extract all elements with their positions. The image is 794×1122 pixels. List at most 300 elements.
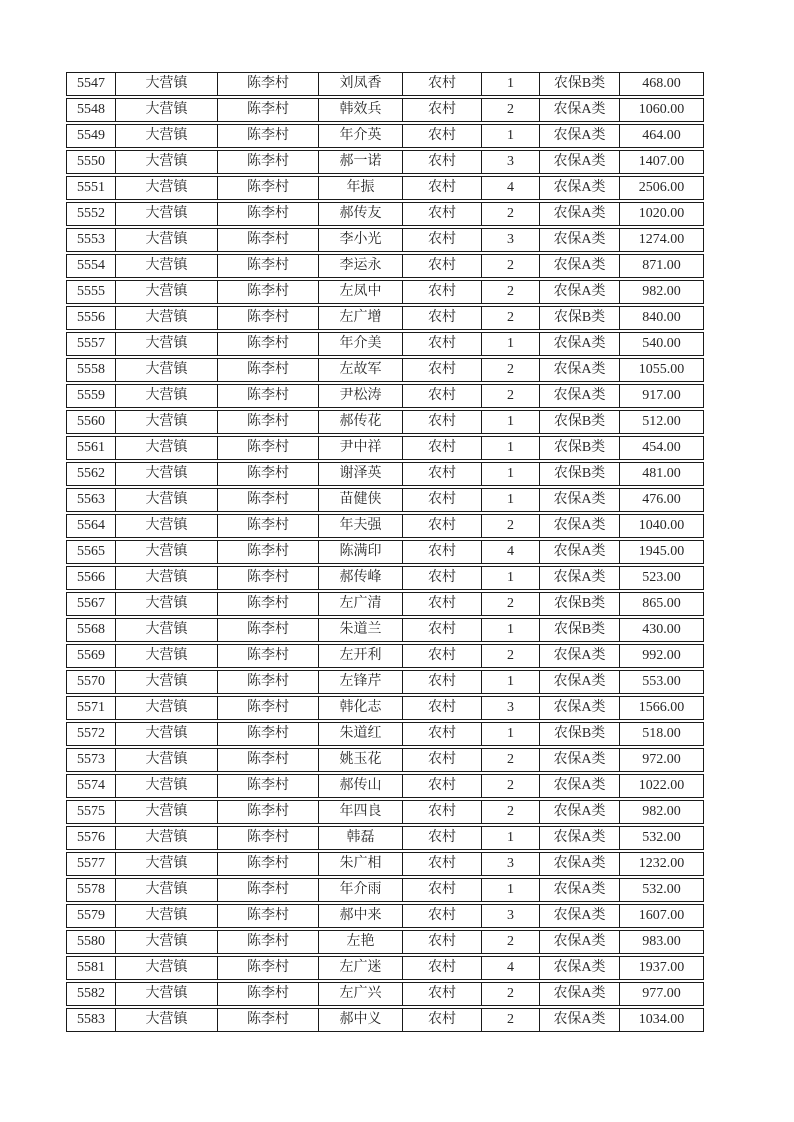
cell-serial-number: 5578 [66, 878, 116, 902]
table-row [66, 358, 704, 382]
cell-serial-number: 5575 [66, 800, 116, 824]
cell-insurance-class: 农保A类 [540, 540, 620, 564]
cell-insurance-class: 农保A类 [540, 150, 620, 174]
cell-person-count: 1 [482, 124, 540, 148]
cell-person-name: 韩磊 [319, 826, 403, 850]
cell-town: 大营镇 [116, 540, 218, 564]
cell-person-name: 郝中来 [319, 904, 403, 928]
cell-village: 陈李村 [218, 618, 319, 642]
cell-amount: 540.00 [620, 332, 704, 356]
cell-serial-number: 5557 [66, 332, 116, 356]
cell-town: 大营镇 [116, 228, 218, 252]
cell-serial-number: 5553 [66, 228, 116, 252]
cell-village: 陈李村 [218, 280, 319, 304]
cell-household-category: 农村 [403, 176, 482, 200]
cell-amount: 1055.00 [620, 358, 704, 382]
cell-insurance-class: 农保A类 [540, 384, 620, 408]
cell-amount: 532.00 [620, 878, 704, 902]
cell-amount: 972.00 [620, 748, 704, 772]
table-row [66, 228, 704, 252]
cell-village: 陈李村 [218, 332, 319, 356]
cell-person-count: 2 [482, 254, 540, 278]
cell-insurance-class: 农保A类 [540, 254, 620, 278]
cell-person-count: 1 [482, 878, 540, 902]
cell-serial-number: 5571 [66, 696, 116, 720]
cell-village: 陈李村 [218, 592, 319, 616]
table-row [66, 1008, 704, 1032]
cell-amount: 523.00 [620, 566, 704, 590]
cell-insurance-class: 农保A类 [540, 228, 620, 252]
cell-household-category: 农村 [403, 618, 482, 642]
cell-town: 大营镇 [116, 384, 218, 408]
cell-amount: 1607.00 [620, 904, 704, 928]
cell-amount: 1407.00 [620, 150, 704, 174]
cell-village: 陈李村 [218, 358, 319, 382]
cell-household-category: 农村 [403, 592, 482, 616]
cell-household-category: 农村 [403, 722, 482, 746]
cell-serial-number: 5570 [66, 670, 116, 694]
cell-serial-number: 5558 [66, 358, 116, 382]
cell-village: 陈李村 [218, 878, 319, 902]
cell-village: 陈李村 [218, 124, 319, 148]
cell-town: 大营镇 [116, 956, 218, 980]
cell-person-count: 3 [482, 696, 540, 720]
cell-amount: 454.00 [620, 436, 704, 460]
cell-village: 陈李村 [218, 1008, 319, 1032]
cell-person-name: 郝传山 [319, 774, 403, 798]
cell-person-name: 左广兴 [319, 982, 403, 1006]
cell-insurance-class: 农保A类 [540, 1008, 620, 1032]
cell-household-category: 农村 [403, 956, 482, 980]
table-row [66, 514, 704, 538]
table-row [66, 176, 704, 200]
cell-village: 陈李村 [218, 150, 319, 174]
cell-household-category: 农村 [403, 774, 482, 798]
cell-person-name: 韩化志 [319, 696, 403, 720]
cell-town: 大营镇 [116, 410, 218, 434]
cell-person-name: 左广清 [319, 592, 403, 616]
cell-village: 陈李村 [218, 176, 319, 200]
table-row [66, 800, 704, 824]
cell-person-name: 姚玉花 [319, 748, 403, 772]
cell-amount: 1020.00 [620, 202, 704, 226]
cell-village: 陈李村 [218, 202, 319, 226]
cell-person-name: 左广迷 [319, 956, 403, 980]
cell-household-category: 农村 [403, 280, 482, 304]
cell-serial-number: 5565 [66, 540, 116, 564]
cell-amount: 476.00 [620, 488, 704, 512]
cell-person-count: 1 [482, 332, 540, 356]
cell-person-count: 1 [482, 436, 540, 460]
cell-village: 陈李村 [218, 748, 319, 772]
cell-amount: 982.00 [620, 280, 704, 304]
cell-household-category: 农村 [403, 306, 482, 330]
cell-person-count: 1 [482, 722, 540, 746]
cell-insurance-class: 农保A类 [540, 696, 620, 720]
cell-person-count: 4 [482, 540, 540, 564]
roster-table-body [66, 72, 704, 1032]
cell-person-count: 4 [482, 956, 540, 980]
cell-town: 大营镇 [116, 852, 218, 876]
cell-person-count: 2 [482, 202, 540, 226]
table-row [66, 488, 704, 512]
cell-serial-number: 5555 [66, 280, 116, 304]
cell-person-name: 左艳 [319, 930, 403, 954]
cell-person-name: 郝一诺 [319, 150, 403, 174]
cell-village: 陈李村 [218, 982, 319, 1006]
cell-serial-number: 5549 [66, 124, 116, 148]
cell-insurance-class: 农保B类 [540, 722, 620, 746]
table-row [66, 280, 704, 304]
cell-town: 大营镇 [116, 982, 218, 1006]
cell-serial-number: 5561 [66, 436, 116, 460]
cell-person-name: 郝传友 [319, 202, 403, 226]
cell-insurance-class: 农保A类 [540, 904, 620, 928]
cell-household-category: 农村 [403, 150, 482, 174]
cell-town: 大营镇 [116, 72, 218, 96]
cell-serial-number: 5581 [66, 956, 116, 980]
cell-town: 大营镇 [116, 878, 218, 902]
cell-village: 陈李村 [218, 722, 319, 746]
cell-person-count: 2 [482, 748, 540, 772]
cell-town: 大营镇 [116, 150, 218, 174]
cell-person-name: 刘凤香 [319, 72, 403, 96]
cell-household-category: 农村 [403, 488, 482, 512]
cell-town: 大营镇 [116, 280, 218, 304]
cell-insurance-class: 农保B类 [540, 618, 620, 642]
cell-person-count: 2 [482, 982, 540, 1006]
cell-town: 大营镇 [116, 722, 218, 746]
cell-household-category: 农村 [403, 410, 482, 434]
cell-amount: 532.00 [620, 826, 704, 850]
cell-village: 陈李村 [218, 384, 319, 408]
cell-village: 陈李村 [218, 306, 319, 330]
cell-person-count: 2 [482, 280, 540, 304]
cell-person-name: 左故军 [319, 358, 403, 382]
cell-village: 陈李村 [218, 956, 319, 980]
cell-household-category: 农村 [403, 800, 482, 824]
cell-insurance-class: 农保B类 [540, 462, 620, 486]
cell-village: 陈李村 [218, 670, 319, 694]
roster-table [66, 70, 704, 1034]
table-row [66, 696, 704, 720]
cell-household-category: 农村 [403, 644, 482, 668]
cell-person-count: 2 [482, 514, 540, 538]
cell-person-count: 3 [482, 150, 540, 174]
table-row [66, 150, 704, 174]
cell-person-name: 陈满印 [319, 540, 403, 564]
cell-amount: 430.00 [620, 618, 704, 642]
cell-household-category: 农村 [403, 358, 482, 382]
cell-village: 陈李村 [218, 228, 319, 252]
cell-household-category: 农村 [403, 904, 482, 928]
cell-amount: 518.00 [620, 722, 704, 746]
cell-town: 大营镇 [116, 254, 218, 278]
cell-serial-number: 5580 [66, 930, 116, 954]
cell-person-count: 1 [482, 826, 540, 850]
cell-household-category: 农村 [403, 332, 482, 356]
table-row [66, 254, 704, 278]
cell-town: 大营镇 [116, 930, 218, 954]
cell-person-count: 1 [482, 566, 540, 590]
cell-person-name: 尹松涛 [319, 384, 403, 408]
cell-person-name: 左锋芹 [319, 670, 403, 694]
cell-insurance-class: 农保A类 [540, 280, 620, 304]
cell-serial-number: 5583 [66, 1008, 116, 1032]
cell-town: 大营镇 [116, 124, 218, 148]
table-row [66, 332, 704, 356]
cell-serial-number: 5551 [66, 176, 116, 200]
cell-amount: 983.00 [620, 930, 704, 954]
table-row [66, 436, 704, 460]
cell-person-count: 2 [482, 1008, 540, 1032]
cell-insurance-class: 农保A类 [540, 670, 620, 694]
table-row [66, 124, 704, 148]
cell-amount: 1022.00 [620, 774, 704, 798]
cell-amount: 1040.00 [620, 514, 704, 538]
cell-person-count: 2 [482, 98, 540, 122]
table-row [66, 410, 704, 434]
table-row [66, 878, 704, 902]
table-row [66, 722, 704, 746]
cell-village: 陈李村 [218, 800, 319, 824]
cell-person-name: 朱广相 [319, 852, 403, 876]
cell-household-category: 农村 [403, 98, 482, 122]
cell-village: 陈李村 [218, 904, 319, 928]
cell-village: 陈李村 [218, 826, 319, 850]
cell-town: 大营镇 [116, 176, 218, 200]
cell-household-category: 农村 [403, 982, 482, 1006]
cell-village: 陈李村 [218, 254, 319, 278]
cell-person-name: 郝传花 [319, 410, 403, 434]
cell-household-category: 农村 [403, 202, 482, 226]
cell-amount: 1232.00 [620, 852, 704, 876]
cell-person-count: 1 [482, 462, 540, 486]
cell-insurance-class: 农保B类 [540, 306, 620, 330]
cell-household-category: 农村 [403, 254, 482, 278]
table-row [66, 748, 704, 772]
cell-person-count: 3 [482, 228, 540, 252]
table-row [66, 826, 704, 850]
cell-household-category: 农村 [403, 384, 482, 408]
cell-person-name: 尹中祥 [319, 436, 403, 460]
cell-household-category: 农村 [403, 826, 482, 850]
cell-insurance-class: 农保A类 [540, 956, 620, 980]
cell-serial-number: 5547 [66, 72, 116, 96]
cell-insurance-class: 农保A类 [540, 644, 620, 668]
cell-person-count: 3 [482, 904, 540, 928]
table-row [66, 774, 704, 798]
cell-town: 大营镇 [116, 514, 218, 538]
table-row [66, 670, 704, 694]
cell-serial-number: 5563 [66, 488, 116, 512]
table-row [66, 956, 704, 980]
cell-town: 大营镇 [116, 800, 218, 824]
cell-amount: 464.00 [620, 124, 704, 148]
cell-amount: 871.00 [620, 254, 704, 278]
cell-insurance-class: 农保A类 [540, 852, 620, 876]
cell-person-count: 1 [482, 618, 540, 642]
cell-amount: 1937.00 [620, 956, 704, 980]
cell-insurance-class: 农保A类 [540, 826, 620, 850]
cell-household-category: 农村 [403, 124, 482, 148]
cell-person-name: 年介美 [319, 332, 403, 356]
cell-insurance-class: 农保A类 [540, 878, 620, 902]
cell-household-category: 农村 [403, 540, 482, 564]
cell-insurance-class: 农保A类 [540, 98, 620, 122]
cell-person-name: 年四良 [319, 800, 403, 824]
cell-town: 大营镇 [116, 566, 218, 590]
cell-amount: 992.00 [620, 644, 704, 668]
cell-insurance-class: 农保A类 [540, 566, 620, 590]
cell-insurance-class: 农保A类 [540, 800, 620, 824]
cell-insurance-class: 农保A类 [540, 332, 620, 356]
cell-person-name: 左凤中 [319, 280, 403, 304]
cell-insurance-class: 农保A类 [540, 930, 620, 954]
cell-insurance-class: 农保A类 [540, 774, 620, 798]
cell-household-category: 农村 [403, 566, 482, 590]
cell-amount: 1566.00 [620, 696, 704, 720]
cell-household-category: 农村 [403, 1008, 482, 1032]
cell-person-count: 3 [482, 852, 540, 876]
cell-amount: 553.00 [620, 670, 704, 694]
cell-insurance-class: 农保A类 [540, 982, 620, 1006]
cell-amount: 917.00 [620, 384, 704, 408]
cell-household-category: 农村 [403, 72, 482, 96]
cell-town: 大营镇 [116, 670, 218, 694]
cell-serial-number: 5574 [66, 774, 116, 798]
cell-serial-number: 5564 [66, 514, 116, 538]
cell-person-count: 4 [482, 176, 540, 200]
cell-amount: 481.00 [620, 462, 704, 486]
cell-serial-number: 5550 [66, 150, 116, 174]
cell-household-category: 农村 [403, 462, 482, 486]
cell-amount: 468.00 [620, 72, 704, 96]
cell-serial-number: 5572 [66, 722, 116, 746]
cell-amount: 865.00 [620, 592, 704, 616]
cell-town: 大营镇 [116, 592, 218, 616]
table-row [66, 982, 704, 1006]
cell-village: 陈李村 [218, 540, 319, 564]
cell-amount: 1945.00 [620, 540, 704, 564]
cell-person-name: 朱道红 [319, 722, 403, 746]
cell-household-category: 农村 [403, 436, 482, 460]
table-row [66, 644, 704, 668]
cell-person-name: 李运永 [319, 254, 403, 278]
cell-town: 大营镇 [116, 98, 218, 122]
cell-household-category: 农村 [403, 748, 482, 772]
cell-serial-number: 5582 [66, 982, 116, 1006]
table-row [66, 462, 704, 486]
cell-insurance-class: 农保B类 [540, 72, 620, 96]
cell-town: 大营镇 [116, 1008, 218, 1032]
cell-insurance-class: 农保A类 [540, 358, 620, 382]
cell-serial-number: 5552 [66, 202, 116, 226]
cell-serial-number: 5554 [66, 254, 116, 278]
table-row [66, 72, 704, 96]
cell-person-count: 1 [482, 72, 540, 96]
cell-serial-number: 5556 [66, 306, 116, 330]
cell-household-category: 农村 [403, 514, 482, 538]
cell-person-count: 1 [482, 488, 540, 512]
cell-person-name: 韩效兵 [319, 98, 403, 122]
cell-serial-number: 5548 [66, 98, 116, 122]
cell-person-name: 谢泽英 [319, 462, 403, 486]
cell-insurance-class: 农保B类 [540, 592, 620, 616]
cell-person-name: 郝传峰 [319, 566, 403, 590]
cell-town: 大营镇 [116, 618, 218, 642]
cell-amount: 1060.00 [620, 98, 704, 122]
cell-town: 大营镇 [116, 826, 218, 850]
cell-person-name: 朱道兰 [319, 618, 403, 642]
cell-serial-number: 5573 [66, 748, 116, 772]
table-row [66, 98, 704, 122]
cell-town: 大营镇 [116, 436, 218, 460]
table-row [66, 618, 704, 642]
cell-person-count: 2 [482, 800, 540, 824]
cell-village: 陈李村 [218, 514, 319, 538]
cell-person-name: 左广增 [319, 306, 403, 330]
cell-amount: 1274.00 [620, 228, 704, 252]
cell-town: 大营镇 [116, 358, 218, 382]
cell-person-name: 年介英 [319, 124, 403, 148]
cell-person-count: 2 [482, 644, 540, 668]
cell-serial-number: 5559 [66, 384, 116, 408]
cell-town: 大营镇 [116, 696, 218, 720]
cell-amount: 1034.00 [620, 1008, 704, 1032]
cell-town: 大营镇 [116, 488, 218, 512]
cell-person-count: 1 [482, 410, 540, 434]
table-row [66, 202, 704, 226]
cell-village: 陈李村 [218, 72, 319, 96]
table-row [66, 930, 704, 954]
cell-insurance-class: 农保A类 [540, 488, 620, 512]
cell-village: 陈李村 [218, 644, 319, 668]
cell-household-category: 农村 [403, 852, 482, 876]
cell-person-count: 2 [482, 592, 540, 616]
cell-person-count: 2 [482, 384, 540, 408]
cell-village: 陈李村 [218, 488, 319, 512]
cell-amount: 982.00 [620, 800, 704, 824]
cell-serial-number: 5567 [66, 592, 116, 616]
cell-serial-number: 5560 [66, 410, 116, 434]
cell-person-count: 2 [482, 358, 540, 382]
cell-amount: 977.00 [620, 982, 704, 1006]
cell-village: 陈李村 [218, 696, 319, 720]
cell-household-category: 农村 [403, 670, 482, 694]
cell-serial-number: 5569 [66, 644, 116, 668]
cell-village: 陈李村 [218, 436, 319, 460]
cell-serial-number: 5577 [66, 852, 116, 876]
table-row [66, 566, 704, 590]
cell-town: 大营镇 [116, 748, 218, 772]
cell-person-count: 2 [482, 774, 540, 798]
cell-person-name: 郝中义 [319, 1008, 403, 1032]
cell-household-category: 农村 [403, 696, 482, 720]
cell-insurance-class: 农保A类 [540, 748, 620, 772]
cell-serial-number: 5579 [66, 904, 116, 928]
cell-person-count: 2 [482, 306, 540, 330]
cell-insurance-class: 农保B类 [540, 410, 620, 434]
cell-village: 陈李村 [218, 930, 319, 954]
cell-village: 陈李村 [218, 462, 319, 486]
table-row [66, 904, 704, 928]
cell-serial-number: 5576 [66, 826, 116, 850]
table-row [66, 852, 704, 876]
cell-serial-number: 5568 [66, 618, 116, 642]
cell-serial-number: 5566 [66, 566, 116, 590]
cell-town: 大营镇 [116, 774, 218, 798]
